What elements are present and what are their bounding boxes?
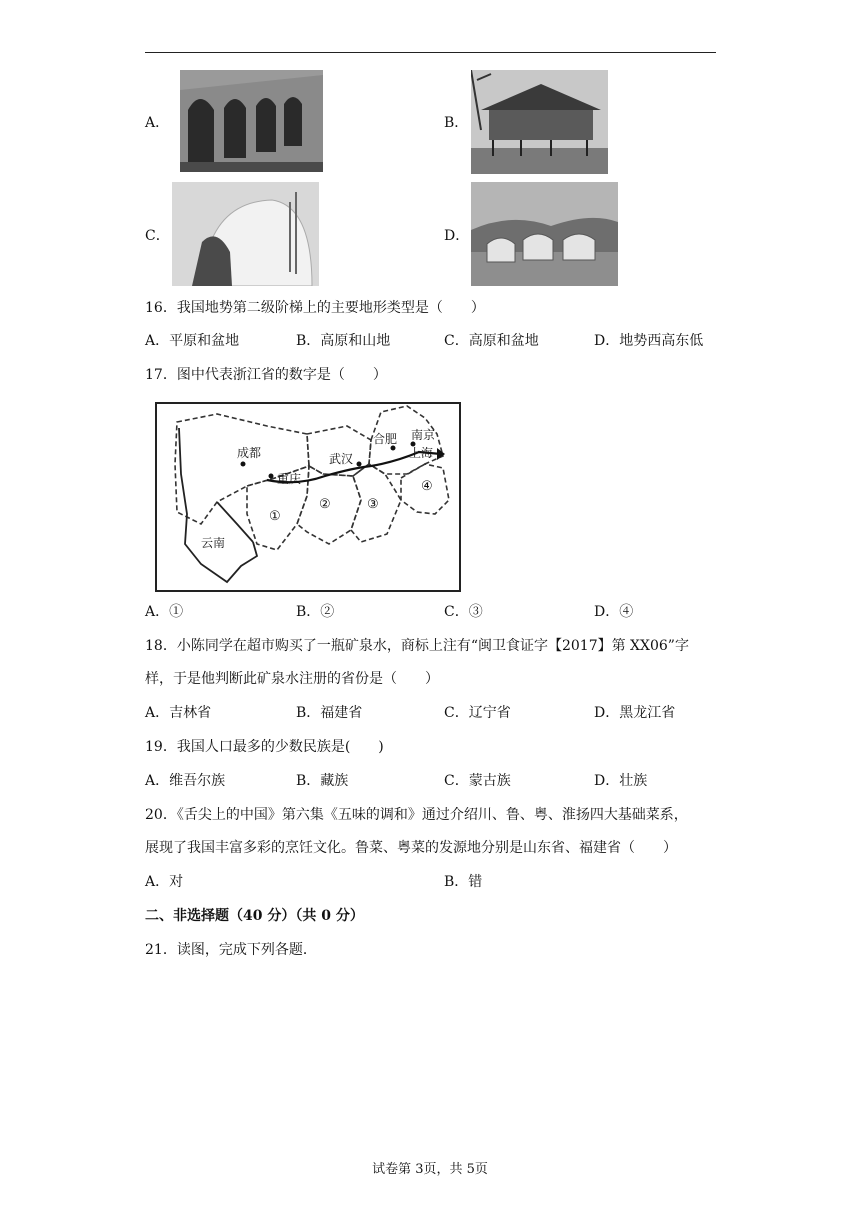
q16-option-a[interactable]: A．平原和盆地 [145, 333, 240, 349]
q15-option-d-label: D． [444, 228, 470, 244]
q17-option-a[interactable]: A．① [145, 604, 184, 620]
map-number-2: ② [319, 497, 331, 512]
map-label-nanjing: 南京 [411, 428, 436, 442]
map-label-wuhan: 武汉 [329, 452, 354, 466]
q17-stem: 17．图中代表浙江省的数字是（ ） [145, 367, 387, 383]
q18-option-a[interactable]: A．吉林省 [145, 705, 212, 721]
q15-photo-a-arcades[interactable] [180, 70, 323, 172]
q18-option-d[interactable]: D．黑龙江省 [594, 705, 676, 721]
q18-option-b[interactable]: B．福建省 [296, 705, 363, 721]
q20-option-b[interactable]: B．错 [444, 874, 483, 890]
q17-option-c[interactable]: C．③ [444, 604, 483, 620]
map-label-shanghai: 上海 [409, 446, 434, 460]
map-label-chengdu: 成都 [237, 446, 262, 460]
map-number-1: ① [269, 509, 281, 524]
q17-option-b[interactable]: B．② [296, 604, 335, 620]
q18-option-c[interactable]: C．辽宁省 [444, 705, 511, 721]
q21-stem: 21．读图，完成下列各题． [145, 942, 317, 958]
q20-stem-line1: 20．《舌尖上的中国》第六集《五味的调和》通过介绍川、鲁、粤、淮扬四大基础菜系， [145, 807, 688, 823]
map-number-4: ④ [421, 479, 433, 494]
q16-option-c[interactable]: C．高原和盆地 [444, 333, 539, 349]
q15-option-a-label: A． [145, 115, 170, 131]
q19-option-d[interactable]: D．壮族 [594, 773, 648, 789]
q17-map[interactable] [155, 402, 461, 592]
q18-stem-line1: 18．小陈同学在超市购买了一瓶矿泉水，商标上注有“闽卫食证字【2017】第 XX06”字 [145, 638, 689, 654]
q15-photo-c-igloo[interactable] [172, 182, 319, 286]
q18-stem-line2: 样，于是他判断此矿泉水注册的省份是（ ） [145, 671, 439, 687]
map-label-chongqing: 重庆 [277, 472, 302, 486]
q16-option-d[interactable]: D．地势西高东低 [594, 333, 704, 349]
q15-photo-d-yurts[interactable] [471, 182, 618, 286]
q16-stem: 16．我国地势第二级阶梯上的主要地形类型是（ ） [145, 300, 485, 316]
q19-stem: 19．我国人口最多的少数民族是( ) [145, 739, 384, 755]
q17-option-d[interactable]: D．④ [594, 604, 634, 620]
header-rule [145, 52, 716, 53]
map-label-yunnan: 云南 [201, 536, 226, 550]
q20-stem-line2: 展现了我国丰富多彩的烹饪文化。鲁菜、粤菜的发源地分别是山东省、福建省（ ） [145, 840, 677, 856]
q20-option-a[interactable]: A．对 [145, 874, 184, 890]
q15-option-c-label: C． [145, 228, 170, 244]
map-number-3: ③ [367, 497, 379, 512]
q19-option-b[interactable]: B．藏族 [296, 773, 349, 789]
q15-option-b-label: B． [444, 115, 469, 131]
page-footer: 试卷第 3页，共 5页 [372, 1162, 488, 1177]
q19-option-a[interactable]: A．维吾尔族 [145, 773, 226, 789]
map-label-hefei: 合肥 [373, 432, 398, 446]
q15-photo-b-stilt-house[interactable] [471, 70, 608, 174]
q16-option-b[interactable]: B．高原和山地 [296, 333, 391, 349]
q19-option-c[interactable]: C．蒙古族 [444, 773, 511, 789]
section-heading-non-choice: 二、非选择题（40 分）（共 0 分） [145, 908, 364, 924]
